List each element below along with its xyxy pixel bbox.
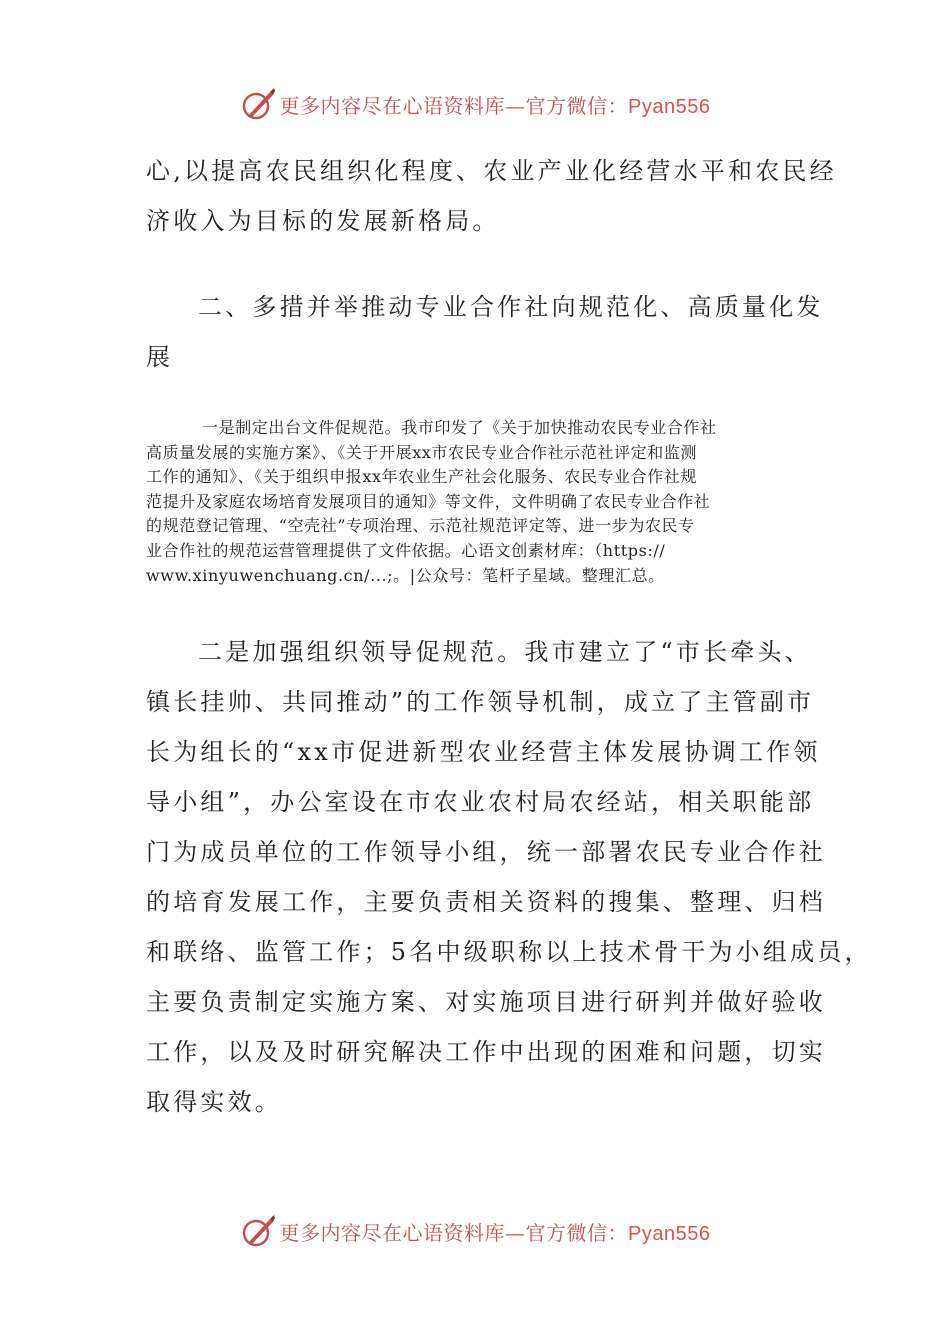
intro-paragraph bbox=[146, 146, 837, 246]
point-one-line: 高质量发展的实施方案》、《关于开展xx市农民专业合作社示范社评定和监测 bbox=[146, 442, 698, 462]
point-one-line: 一是制定出台文件促规范。我市印发了《关于加快推动农民专业合作社 bbox=[202, 418, 717, 437]
banner-wechat-label: 官方微信： bbox=[525, 1220, 629, 1245]
point-two-line: 长为组长的“xx市促进新型农业经营主体发展协调工作领 bbox=[146, 738, 821, 766]
point-two-line: 取得实效。 bbox=[146, 1088, 282, 1116]
point-two-line: 镇长挂帅、共同推动”的工作领导机制，成立了主管副市 bbox=[146, 688, 815, 716]
footer-banner bbox=[0, 1211, 950, 1251]
point-one-paragraph bbox=[146, 416, 806, 588]
point-one-line: 工作的通知》、《关于组织申报xx年农业生产社会化服务、农民专业合作社规 bbox=[146, 467, 698, 487]
section-heading bbox=[146, 282, 826, 382]
point-one-line: 的规范登记管理、“空壳社”专项治理、示范社规范评定等、进一步为农民专 bbox=[146, 516, 695, 536]
quill-pen-logo-icon bbox=[240, 1213, 276, 1249]
banner-separator: — bbox=[505, 1220, 526, 1245]
banner-wechat-id: Pyan556 bbox=[628, 95, 711, 118]
point-two-line: 主要负责制定实施方案、对实施项目进行研判并做好验收 bbox=[146, 988, 826, 1016]
banner-separator: — bbox=[505, 93, 526, 118]
header-banner bbox=[0, 84, 950, 124]
banner-library-text: 更多内容尽在心语资料库 bbox=[279, 1220, 506, 1245]
point-two-line: 工作，以及及时研究解决工作中出现的困难和问题，切实 bbox=[146, 1038, 826, 1066]
banner-wechat-id: Pyan556 bbox=[628, 1222, 711, 1245]
point-one-line: www.xinyuwenchuang.cn/...;。|公众号：笔杆子星域。整理汇总。 bbox=[146, 565, 665, 585]
heading-line: 二、多措并举推动专业合作社向规范化、高质量化发 bbox=[198, 293, 824, 321]
banner-text bbox=[280, 90, 711, 119]
point-two-line: 的培育发展工作，主要负责相关资料的搜集、整理、归档 bbox=[146, 888, 826, 916]
quill-pen-logo-icon bbox=[240, 86, 276, 122]
point-two-line: 导小组”，办公室设在市农业农村局农经站，相关职能部 bbox=[146, 788, 815, 816]
point-two-line: 二是加强组织领导促规范。我市建立了“市长牵头、 bbox=[198, 638, 812, 666]
point-two-paragraph bbox=[146, 627, 872, 1127]
banner-wechat-label: 官方微信： bbox=[525, 93, 629, 118]
intro-line: 济收入为目标的发展新格局。 bbox=[146, 207, 500, 235]
banner-text bbox=[280, 1217, 711, 1246]
point-two-line: 和联络、监管工作；5名中级职称以上技术骨干为小组成员， bbox=[146, 938, 872, 966]
point-one-line: 范提升及家庭农场培育发展项目的通知》等文件，文件明确了农民专业合作社 bbox=[146, 491, 711, 511]
intro-line: 心,以提高农民组织化程度、农业产业化经营水平和农民经 bbox=[146, 157, 837, 185]
banner-library-text: 更多内容尽在心语资料库 bbox=[279, 93, 506, 118]
point-two-line: 门为成员单位的工作领导小组，统一部署农民专业合作社 bbox=[146, 838, 826, 866]
point-one-line: 业合作社的规范运营管理提供了文件依据。心语文创素材库：（https:// bbox=[146, 540, 666, 560]
heading-line: 展 bbox=[146, 343, 174, 371]
